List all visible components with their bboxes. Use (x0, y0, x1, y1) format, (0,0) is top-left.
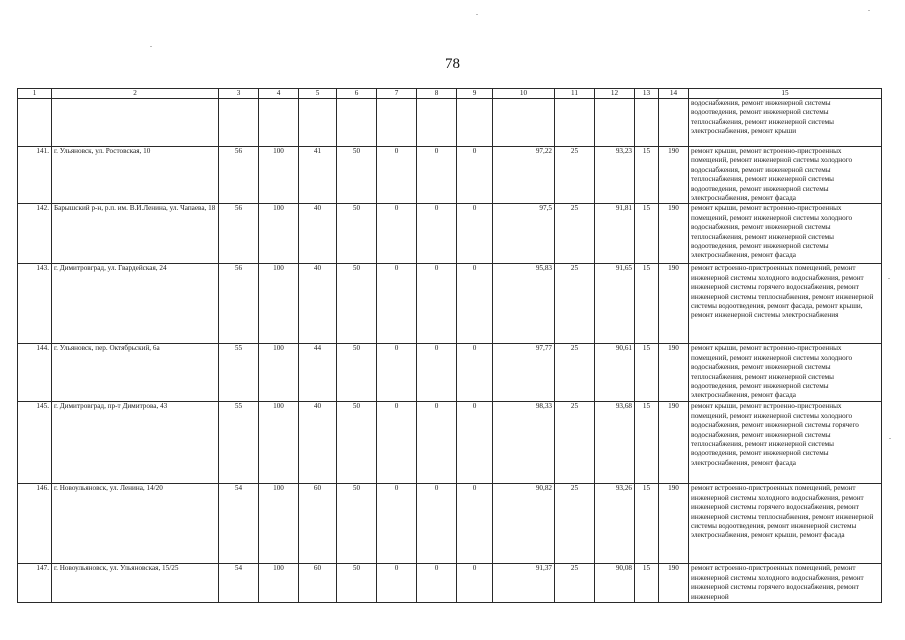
value-cell: 25 (555, 264, 595, 344)
works-cell: ремонт встроенно-пристроенных помещений, ремонт инженерной системы холодного водоснабжения, ремонт инженерной системы горячего водоснабжения, ремонт инженерной системы теплоснабжения, ремонт инженерной системы водоотведения, ремонт инженерной системы электроснабжения, ремонт крыши, ремонт фасада (689, 484, 882, 564)
value-cell: 97,5 (493, 204, 555, 264)
value-cell: 15 (635, 204, 659, 264)
value-cell: 100 (259, 204, 299, 264)
column-header: 8 (417, 89, 457, 99)
value-cell: 44 (299, 344, 337, 402)
cell (457, 99, 493, 147)
value-cell: 98,33 (493, 402, 555, 484)
row-number-cell: 147. (18, 564, 52, 603)
value-cell: 50 (337, 484, 377, 564)
value-cell: 190 (659, 344, 689, 402)
value-cell: 100 (259, 147, 299, 204)
address-cell: Барышский р-н, р.п. им. В.И.Ленина, ул. Чапаева, 18 (52, 204, 219, 264)
scan-speck (889, 438, 891, 439)
cell (417, 99, 457, 147)
value-cell: 0 (377, 484, 417, 564)
value-cell: 56 (219, 147, 259, 204)
value-cell: 54 (219, 564, 259, 603)
value-cell: 91,37 (493, 564, 555, 603)
value-cell: 190 (659, 564, 689, 603)
value-cell: 100 (259, 564, 299, 603)
column-header: 1 (18, 89, 52, 99)
value-cell: 0 (377, 564, 417, 603)
value-cell: 190 (659, 484, 689, 564)
scan-speck (868, 10, 870, 11)
value-cell: 60 (299, 484, 337, 564)
table-row (18, 344, 882, 402)
value-cell: 56 (219, 204, 259, 264)
table-row (18, 147, 882, 204)
value-cell: 90,08 (595, 564, 635, 603)
value-cell: 15 (635, 147, 659, 204)
value-cell: 25 (555, 564, 595, 603)
value-cell: 190 (659, 204, 689, 264)
column-header: 11 (555, 89, 595, 99)
cell (299, 99, 337, 147)
value-cell: 100 (259, 484, 299, 564)
value-cell: 15 (635, 344, 659, 402)
value-cell: 41 (299, 147, 337, 204)
address-cell: г. Димитровград, ул. Гвардейская, 24 (52, 264, 219, 344)
value-cell: 15 (635, 564, 659, 603)
value-cell: 0 (457, 484, 493, 564)
table-row (18, 484, 882, 564)
value-cell: 0 (457, 402, 493, 484)
table-row (18, 402, 882, 484)
address-cell: г. Ульяновск, пер. Октябрьский, 6а (52, 344, 219, 402)
value-cell: 0 (417, 402, 457, 484)
column-header: 5 (299, 89, 337, 99)
column-header: 6 (337, 89, 377, 99)
column-header: 10 (493, 89, 555, 99)
row-number-cell: 145. (18, 402, 52, 484)
cell (493, 99, 555, 147)
column-header: 12 (595, 89, 635, 99)
value-cell: 25 (555, 147, 595, 204)
value-cell: 91,81 (595, 204, 635, 264)
value-cell: 93,23 (595, 147, 635, 204)
column-header: 2 (52, 89, 219, 99)
value-cell: 15 (635, 484, 659, 564)
value-cell: 97,77 (493, 344, 555, 402)
cell (52, 99, 219, 147)
value-cell: 95,83 (493, 264, 555, 344)
value-cell: 97,22 (493, 147, 555, 204)
column-header: 13 (635, 89, 659, 99)
value-cell: 40 (299, 204, 337, 264)
value-cell: 25 (555, 204, 595, 264)
scan-speck (476, 14, 478, 15)
cell (259, 99, 299, 147)
value-cell: 50 (337, 564, 377, 603)
cell (219, 99, 259, 147)
column-header: 3 (219, 89, 259, 99)
scan-speck (150, 46, 152, 47)
works-cell: ремонт крыши, ремонт встроенно-пристроенных помещений, ремонт инженерной системы холодного водоснабжения, ремонт инженерной системы горячего водоснабжения, ремонт инженерной системы теплоснабжения, ремонт инженерной системы водоотведения, ремонт инженерной системы электроснабжения, ремонт фасада (689, 402, 882, 484)
value-cell: 0 (377, 402, 417, 484)
row-number-cell: 142. (18, 204, 52, 264)
cell (555, 99, 595, 147)
cell (377, 99, 417, 147)
value-cell: 0 (417, 147, 457, 204)
cell (659, 99, 689, 147)
value-cell: 55 (219, 344, 259, 402)
cell (635, 99, 659, 147)
address-cell: г. Димитровград, пр-т Димитрова, 43 (52, 402, 219, 484)
value-cell: 50 (337, 344, 377, 402)
value-cell: 90,82 (493, 484, 555, 564)
scan-speck (888, 278, 890, 279)
table-row (18, 204, 882, 264)
value-cell: 190 (659, 402, 689, 484)
value-cell: 0 (457, 264, 493, 344)
value-cell: 54 (219, 484, 259, 564)
value-cell: 40 (299, 402, 337, 484)
page-number: 78 (445, 56, 460, 72)
row-number-cell: 143. (18, 264, 52, 344)
column-header: 7 (377, 89, 417, 99)
works-cell: ремонт встроенно-пристроенных помещений, ремонт инженерной системы холодного водоснабжения, ремонт инженерной системы горячего водоснабжения, ремонт инженерной (689, 564, 882, 603)
value-cell: 93,68 (595, 402, 635, 484)
works-cell: водоснабжения, ремонт инженерной системы водоотведения, ремонт инженерной системы теплоснабжения, ремонт инженерной системы электроснабжения, ремонт крыши (689, 99, 882, 147)
value-cell: 50 (337, 147, 377, 204)
column-header: 14 (659, 89, 689, 99)
value-cell: 0 (417, 484, 457, 564)
value-cell: 100 (259, 344, 299, 402)
value-cell: 15 (635, 402, 659, 484)
value-cell: 15 (635, 264, 659, 344)
register-table (17, 88, 882, 603)
value-cell: 55 (219, 402, 259, 484)
address-cell: г. Новоульяновск, ул. Ульяновская, 15/25 (52, 564, 219, 603)
value-cell: 0 (457, 147, 493, 204)
address-cell: г. Ульяновск, ул. Ростовская, 10 (52, 147, 219, 204)
cell (18, 99, 52, 147)
value-cell: 91,65 (595, 264, 635, 344)
value-cell: 0 (377, 344, 417, 402)
row-number-cell: 144. (18, 344, 52, 402)
works-cell: ремонт крыши, ремонт встроенно-пристроенных помещений, ремонт инженерной системы холодного водоснабжения, ремонт инженерной системы теплоснабжения, ремонт инженерной системы водоотведения, ремонт инженерной системы электроснабжения, ремонт фасада (689, 204, 882, 264)
value-cell: 0 (377, 147, 417, 204)
value-cell: 50 (337, 402, 377, 484)
value-cell: 0 (457, 564, 493, 603)
works-cell: ремонт крыши, ремонт встроенно-пристроенных помещений, ремонт инженерной системы холодного водоснабжения, ремонт инженерной системы теплоснабжения, ремонт инженерной системы водоотведения, ремонт инженерной системы электроснабжения, ремонт фасада (689, 344, 882, 402)
table-rows (18, 147, 882, 603)
value-cell: 25 (555, 484, 595, 564)
column-header: 15 (689, 89, 882, 99)
column-number-row (18, 89, 882, 99)
table-row (18, 564, 882, 603)
value-cell: 0 (417, 204, 457, 264)
value-cell: 100 (259, 264, 299, 344)
value-cell: 0 (457, 344, 493, 402)
value-cell: 50 (337, 264, 377, 344)
value-cell: 40 (299, 264, 337, 344)
address-cell: г. Новоульяновск, ул. Ленина, 14/20 (52, 484, 219, 564)
works-cell: ремонт встроенно-пристроенных помещений, ремонт инженерной системы холодного водоснабжения, ремонт инженерной системы горячего водоснабжения, ремонт инженерной системы теплоснабжения, ремонт инженерной системы водоотведения, ремонт фасада, ремонт крыши, ремонт инженерной системы электроснабжения (689, 264, 882, 344)
value-cell: 0 (417, 344, 457, 402)
value-cell: 0 (417, 564, 457, 603)
value-cell: 25 (555, 402, 595, 484)
value-cell: 90,61 (595, 344, 635, 402)
continued-row (18, 99, 882, 147)
value-cell: 0 (457, 204, 493, 264)
cell (337, 99, 377, 147)
works-cell: ремонт крыши, ремонт встроенно-пристроенных помещений, ремонт инженерной системы холодного водоснабжения, ремонт инженерной системы теплоснабжения, ремонт инженерной системы водоотведения, ремонт инженерной системы электроснабжения, ремонт фасада (689, 147, 882, 204)
value-cell: 0 (417, 264, 457, 344)
value-cell: 93,26 (595, 484, 635, 564)
column-header: 9 (457, 89, 493, 99)
value-cell: 190 (659, 147, 689, 204)
column-header: 4 (259, 89, 299, 99)
value-cell: 0 (377, 264, 417, 344)
value-cell: 60 (299, 564, 337, 603)
cell (595, 99, 635, 147)
value-cell: 56 (219, 264, 259, 344)
row-number-cell: 146. (18, 484, 52, 564)
row-number-cell: 141. (18, 147, 52, 204)
value-cell: 50 (337, 204, 377, 264)
value-cell: 0 (377, 204, 417, 264)
value-cell: 100 (259, 402, 299, 484)
value-cell: 25 (555, 344, 595, 402)
table-row (18, 264, 882, 344)
value-cell: 190 (659, 264, 689, 344)
